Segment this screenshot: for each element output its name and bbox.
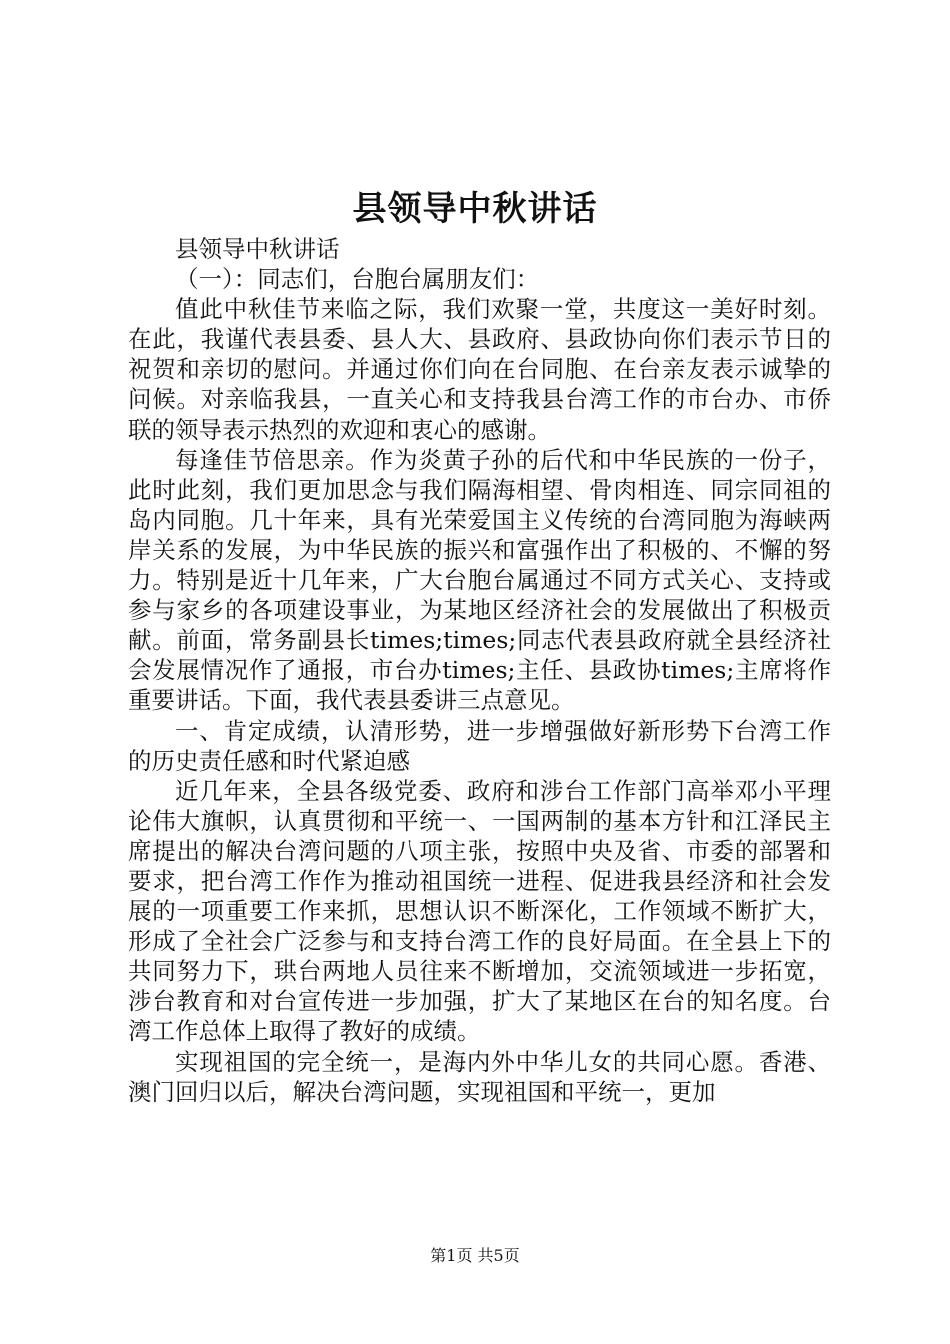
section-heading-one: 一、肯定成绩，认清形势，进一步增强做好新形势下台湾工作的历史责任感和时代紧迫感 <box>128 716 831 775</box>
paragraph-subtitle: 县领导中秋讲话 <box>175 235 340 263</box>
document-title: 县领导中秋讲话 <box>352 189 598 229</box>
page-footer: 第1页 共5页 <box>430 1246 520 1265</box>
paragraph-homesick: 每逢佳节倍思亲。作为炎黄子孙的后代和中华民族的一份子，此时此刻，我们更加思念与我们隔海相望、骨肉相连、同宗同祖的岛内同胞。几十年来，具有光荣爱国主义传统的台湾同胞为海峡两岸关系的发展，为中华民族的振兴和富强作出了积极的、不懈的努力。特别是近十几年来，广大台胞台属通过不同方式关心、支持或参与家乡的各项建设事业，为某地区经济社会的发展做出了积极贡献。前面，常务副县长times;times;同志代表县政府就全县经济社会发展情况作了通报，市台办times;主任、县政协times;主席将作重要讲话。下面，我代表县委讲三点意见。 <box>128 445 831 715</box>
paragraph-achievements: 近几年来，全县各级党委、政府和涉台工作部门高举邓小平理论伟大旗帜，认真贯彻和平统一、一国两制的基本方针和江泽民主席提出的解决台湾问题的八项主张，按照中央及省、市委的部署和要求，把台湾工作作为推动祖国统一进程、促进我县经济和社会发展的一项重要工作来抓，思想认识不断深化，工作领域不断扩大，形成了全社会广泛参与和支持台湾工作的良好局面。在全县上下的共同努力下，珙台两地人员往来不断增加，交流领域进一步拓宽，涉台教育和对台宣传进一步加强，扩大了某地区在台的知名度。台湾工作总体上取得了教好的成绩。 <box>128 776 831 1046</box>
document-body <box>128 234 831 1107</box>
paragraph-salutation: （一）：同志们，台胞台属朋友们： <box>175 265 540 294</box>
paragraph-greeting: 值此中秋佳节来临之际，我们欢聚一堂，共度这一美好时刻。在此，我谨代表县委、县人大、县政府、县政协向你们表示节日的祝贺和亲切的慰问。并通过你们向在台同胞、在台亲友表示诚挚的问候。对亲临我县，一直关心和支持我县台湾工作的市台办、市侨联的领导表示热烈的欢迎和衷心的感谢。 <box>128 295 831 444</box>
paragraph-reunification: 实现祖国的完全统一，是海内外中华儿女的共同心愿。香港、澳门回归以后，解决台湾问题，实现祖国和平统一，更加 <box>128 1047 831 1106</box>
